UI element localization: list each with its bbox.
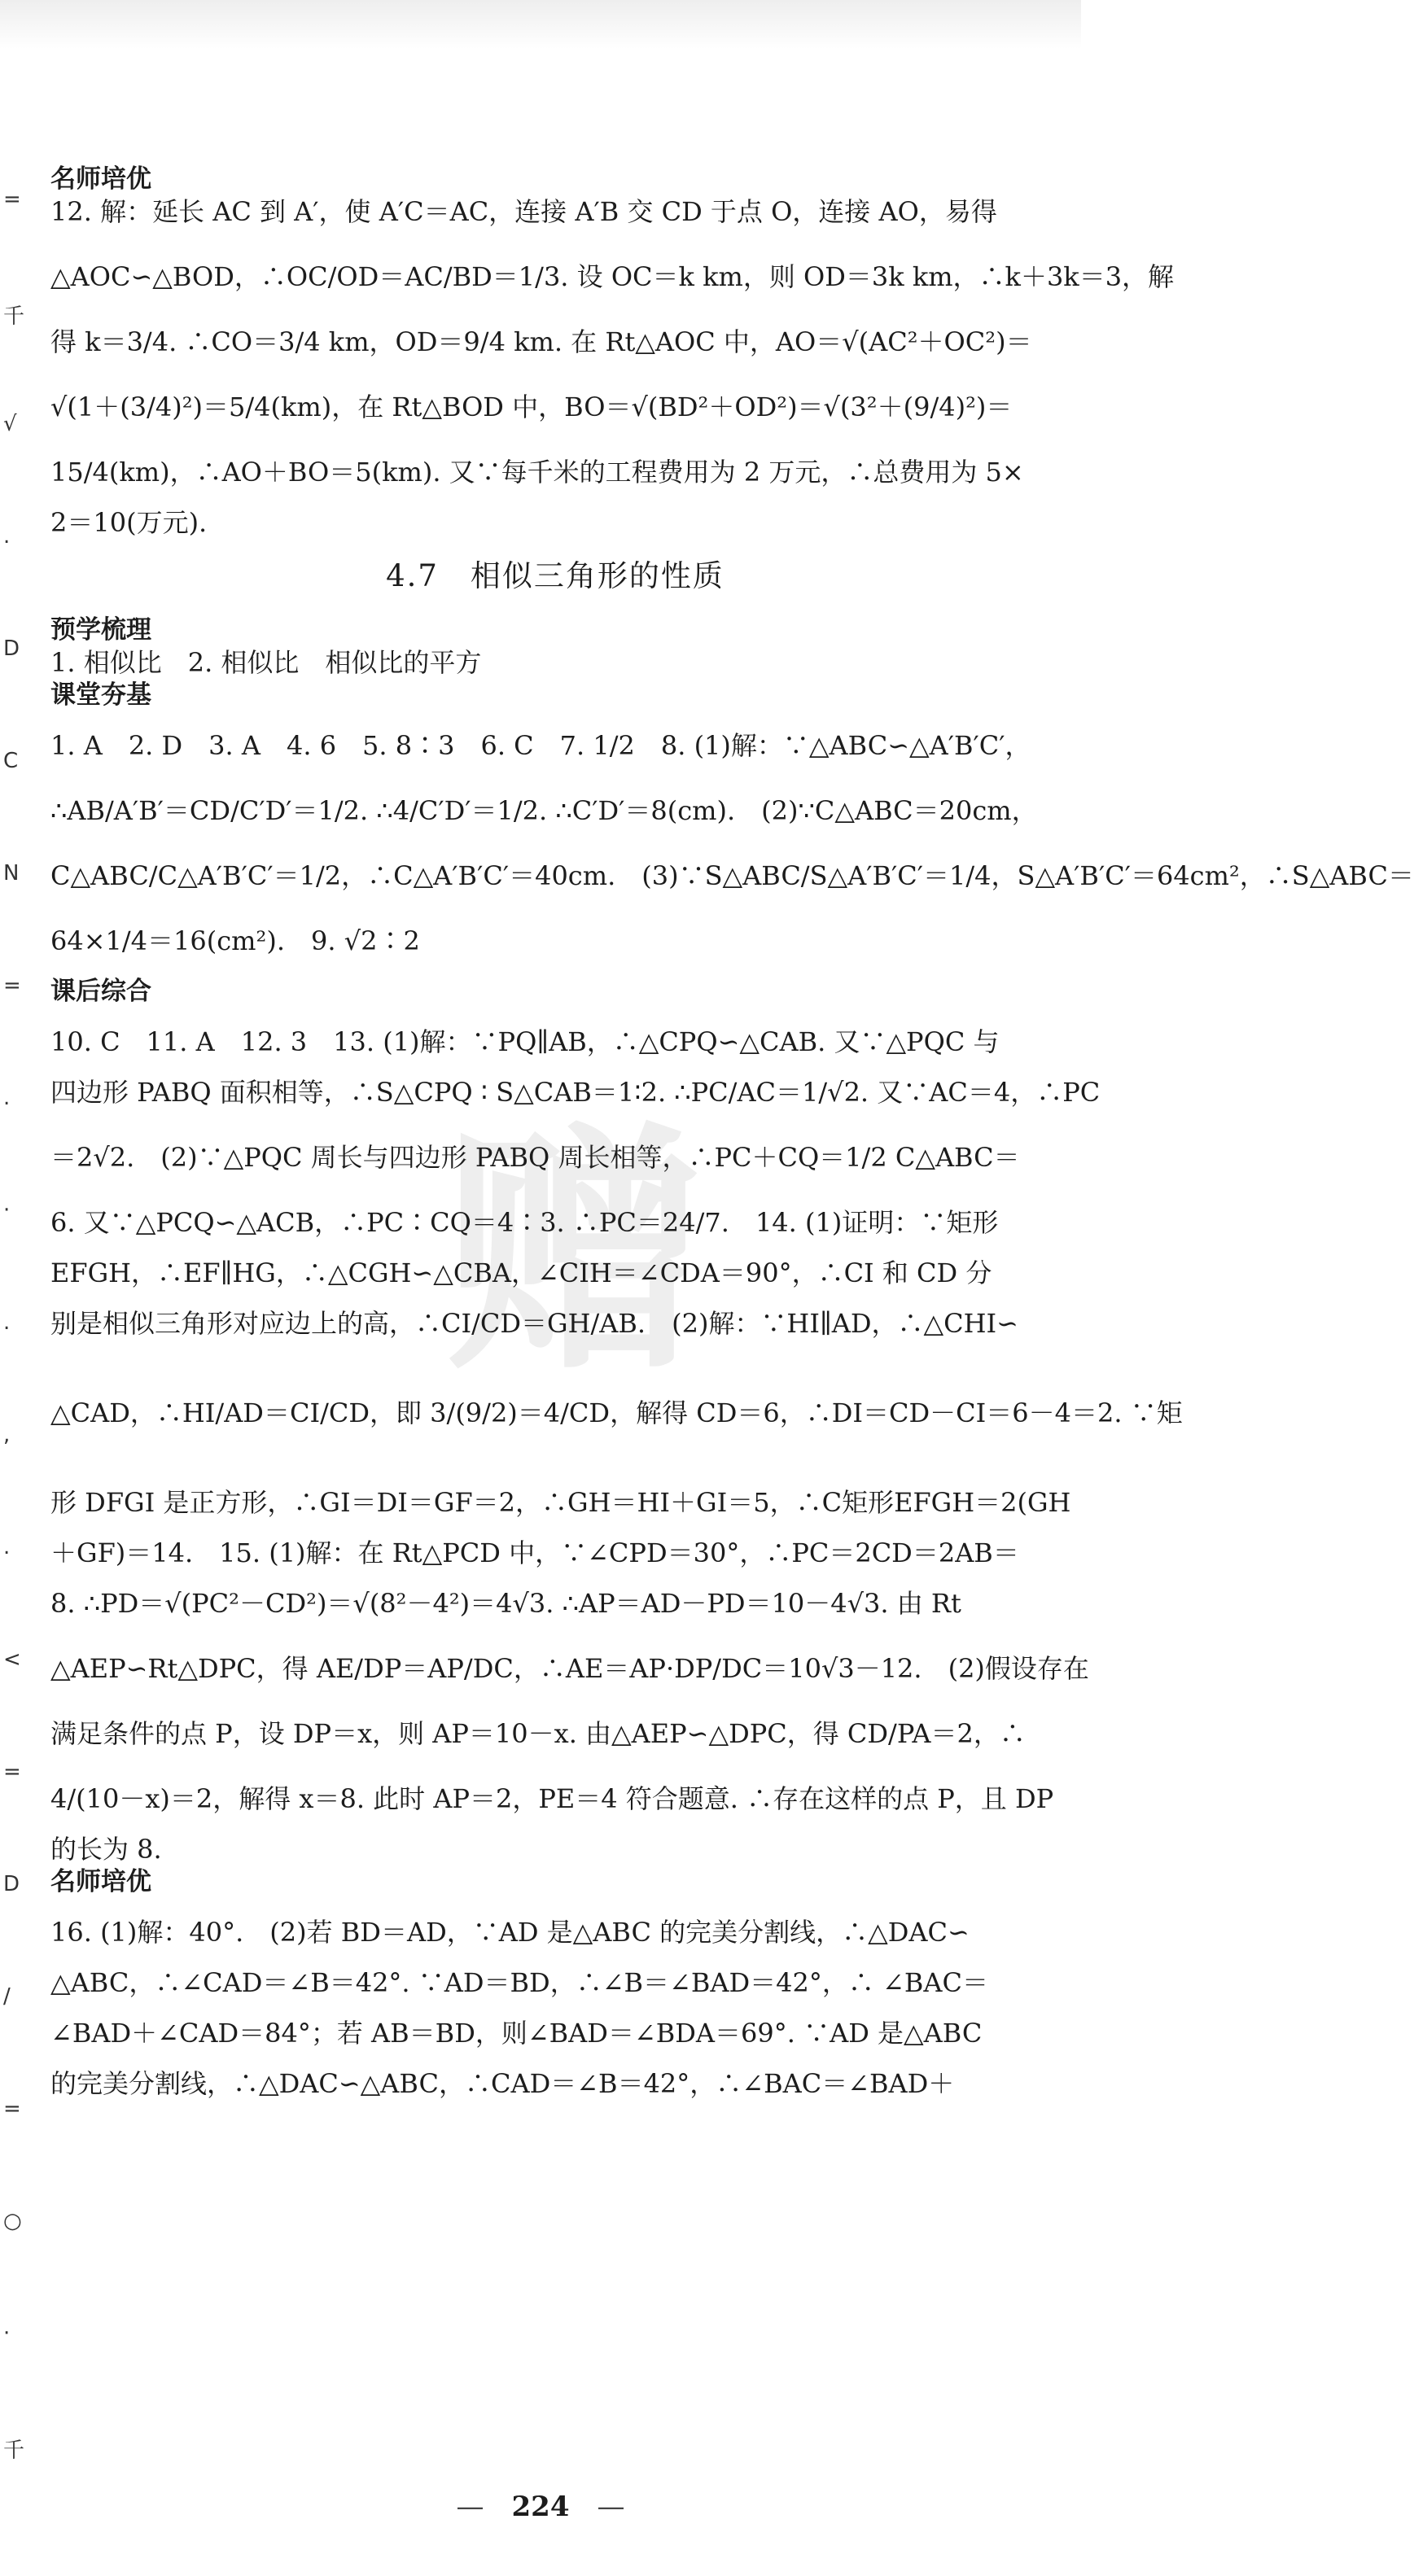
answer-line: 64×1/4＝16(cm²). 9. √2∶2 xyxy=(50,925,420,956)
line-gap xyxy=(50,1239,1060,1257)
margin-mark: 千 xyxy=(3,2438,25,2463)
line-gap xyxy=(50,423,1060,456)
answer-line: 的完美分割线，∴△DAC∽△ABC，∴CAD＝∠B＝42°，∴∠BAC＝∠BAD＋ xyxy=(50,2068,955,2099)
left-margin-marks xyxy=(0,0,25,2576)
answer-line: △AEP∽Rt△DPC，得 AE/DP＝AP/DC，∴AE＝AP·DP/DC＝10√3－12. (2)假设存在 xyxy=(50,1653,1089,1684)
answer-line: ＝2√2. (2)∵△PQC 周长与四边形 PABQ 周长相等，∴PC＋CQ＝1/2 C△ABC＝ xyxy=(50,1142,1020,1173)
answer-line: 四边形 PABQ 面积相等，∴S△CPQ ∶ S△CAB＝1∶2. ∴PC/AC＝1/√2. 又∵AC＝4，∴PC xyxy=(50,1077,1101,1108)
margin-mark: √ xyxy=(3,412,17,436)
answer-line: 别是相似三角形对应边上的高，∴CI/CD＝GH/AB. (2)解：∵HI∥AD，∴△CHI∽ xyxy=(50,1308,1018,1339)
answer-line: √(1＋(3/4)²)＝5/4(km)，在 Rt△BOD 中，BO＝√(BD²＋OD²)＝√(3²＋(9/4)²)＝ xyxy=(50,391,1013,422)
margin-mark: . xyxy=(3,1310,11,1335)
line-gap xyxy=(50,1750,1060,1782)
line-gap xyxy=(50,1620,1060,1652)
line-gap xyxy=(50,1519,1060,1537)
answer-line: △CAD，∴HI/AD＝CI/CD，即 3/(9/2)＝4/CD，解得 CD＝6，∴DI＝CD－CI＝6－4＝2. ∵矩 xyxy=(50,1397,1183,1428)
answer-line: 8. ∴PD＝√(PC²－CD²)＝√(8²－4²)＝4√3. ∴AP＝AD－PD＝10－4√3. 由 Rt xyxy=(50,1588,961,1619)
answer-line: 满足条件的点 P，设 DP＝x，则 AP＝10－x. 由△AEP∽△DPC，得 CD/PA＝2，∴ xyxy=(50,1718,1026,1749)
answer-line: 1. 相似比 2. 相似比 相似比的平方 xyxy=(50,647,482,678)
line-gap xyxy=(50,596,1060,614)
answer-line: △ABC，∴∠CAD＝∠B＝42°. ∵AD＝BD，∴∠B＝∠BAD＝42°，∴ ∠BAC＝ xyxy=(50,1967,988,1998)
page-number xyxy=(0,2484,1081,2524)
line-gap xyxy=(50,1569,1060,1587)
line-gap xyxy=(50,293,1060,326)
margin-mark: / xyxy=(3,1984,11,2009)
line-gap xyxy=(50,957,1060,975)
line-gap xyxy=(50,1429,1060,1486)
line-gap xyxy=(50,1815,1060,1833)
margin-mark: = xyxy=(3,1760,21,1784)
line-gap xyxy=(50,1174,1060,1206)
margin-mark: D xyxy=(3,636,20,661)
section-heading: 课堂夯基 xyxy=(50,680,151,710)
line-gap xyxy=(50,1898,1060,1916)
answer-line: 4/(10－x)＝2，解得 x＝8. 此时 AP＝2，PE＝4 符合题意. ∴存在这样的点 P，且 DP xyxy=(50,1783,1054,1814)
watermark: 赠 xyxy=(444,1102,704,1405)
margin-mark: 千 xyxy=(3,304,25,329)
answer-line: △AOC∽△BOD，∴OC/OD＝AC/BD＝1/3. 设 OC＝k km，则 OD＝3k km，∴k＋3k＝3，解 xyxy=(50,261,1175,292)
answer-line: 1. A 2. D 3. A 4. 6 5. 8∶3 6. C 7. 1/2 8. (1)解：∵△ABC∽△A′B′C′， xyxy=(50,730,1031,761)
margin-mark: . xyxy=(3,1086,11,1110)
margin-mark: · xyxy=(3,1198,11,1222)
answer-line: 16. (1)解：40°. (2)若 BD＝AD，∵AD 是△ABC 的完美分割线，∴△DAC∽ xyxy=(50,1917,970,1948)
line-gap xyxy=(50,1008,1060,1026)
page-top-shadow xyxy=(0,0,1081,49)
section-heading: 名师培优 xyxy=(50,164,151,194)
margin-mark: = xyxy=(3,973,21,998)
section-heading: 名师培优 xyxy=(50,1867,151,1896)
answer-line: ＋GF)＝14. 15. (1)解：在 Rt△PCD 中，∵∠CPD＝30°，∴PC＝2CD＝2AB＝ xyxy=(50,1537,1019,1568)
margin-mark: = xyxy=(3,2097,21,2121)
answer-line: 15/4(km)，∴AO＋BO＝5(km). 又∵每千米的工程费用为 2 万元，∴总费用为 5× xyxy=(50,457,1024,488)
page-number-dash-left: — xyxy=(456,2491,512,2523)
answer-line: EFGH，∴EF∥HG，∴△CGH∽△CBA，∠CIH＝∠CDA＝90°，∴CI 和 CD 分 xyxy=(50,1257,992,1288)
line-gap xyxy=(50,1685,1060,1717)
section-heading: 预学梳理 xyxy=(50,615,151,645)
margin-mark: · xyxy=(3,2321,11,2346)
margin-mark: . xyxy=(3,524,11,549)
line-gap xyxy=(50,2049,1060,2067)
line-gap xyxy=(50,358,1060,391)
answer-line: 10. C 11. A 12. 3 13. (1)解：∵PQ∥AB，∴△CPQ∽△CAB. 又∵△PQC 与 xyxy=(50,1026,1000,1057)
answer-line: 2＝10(万元). xyxy=(50,507,208,538)
line-gap xyxy=(50,762,1060,794)
answer-line: ∴AB/A′B′＝CD/C′D′＝1/2. ∴4/C′D′＝1/2. ∴C′D′＝8(cm). (2)∵C△ABC＝20cm， xyxy=(50,795,1038,826)
line-gap xyxy=(50,1109,1060,1141)
answer-line: 形 DFGI 是正方形，∴GI＝DI＝GF＝2，∴GH＝HI＋GI＝5，∴C矩形EFGH＝2(GH xyxy=(50,1487,1071,1518)
line-gap xyxy=(50,488,1060,506)
answer-line: 12. 解：延长 AC 到 A′，使 A′C＝AC，连接 A′B 交 CD 于点 O，连接 AO，易得 xyxy=(50,196,997,227)
line-gap xyxy=(50,711,1060,729)
section-heading: 课后综合 xyxy=(50,977,151,1006)
margin-mark: C xyxy=(3,749,19,773)
margin-mark: , xyxy=(3,1423,11,1447)
margin-mark: D xyxy=(3,1872,20,1896)
answer-line: 的长为 8. xyxy=(50,1834,162,1865)
line-gap xyxy=(50,892,1060,925)
section-title: 4.7 相似三角形的性质 xyxy=(386,558,725,593)
margin-mark: N xyxy=(3,861,20,886)
answer-line: ∠BAD＋∠CAD＝84°；若 AB＝BD，则∠BAD＝∠BDA＝69°. ∵AD 是△ABC xyxy=(50,2018,983,2049)
line-gap xyxy=(50,1058,1060,1076)
margin-mark: ○ xyxy=(3,2209,22,2233)
page-number-value: 224 xyxy=(511,2491,570,2523)
line-gap xyxy=(50,228,1060,260)
line-gap xyxy=(50,1340,1060,1397)
page-number-dash-right: — xyxy=(569,2491,625,2523)
answer-line: 6. 又∵△PCQ∽△ACB，∴PC∶CQ＝4∶3. ∴PC＝24/7. 14. (1)证明：∵矩形 xyxy=(50,1207,999,1238)
margin-mark: = xyxy=(3,187,21,212)
line-gap xyxy=(50,1289,1060,1307)
line-gap xyxy=(50,1948,1060,1966)
margin-mark: . xyxy=(3,1535,11,1559)
line-gap xyxy=(50,827,1060,859)
answer-text-body xyxy=(50,163,1414,2100)
answer-line: 得 k＝3/4. ∴CO＝3/4 km，OD＝9/4 km. 在 Rt△AOC 中，AO＝√(AC²＋OC²)＝ xyxy=(50,326,1032,357)
margin-mark: < xyxy=(3,1647,21,1672)
answer-line: C△ABC/C△A′B′C′＝1/2，∴C△A′B′C′＝40cm. (3)∵S△ABC/S△A′B′C′＝1/4，S△A′B′C′＝64cm²，∴S△ABC＝ xyxy=(50,860,1414,891)
line-gap xyxy=(50,539,1060,557)
line-gap xyxy=(50,1999,1060,2017)
